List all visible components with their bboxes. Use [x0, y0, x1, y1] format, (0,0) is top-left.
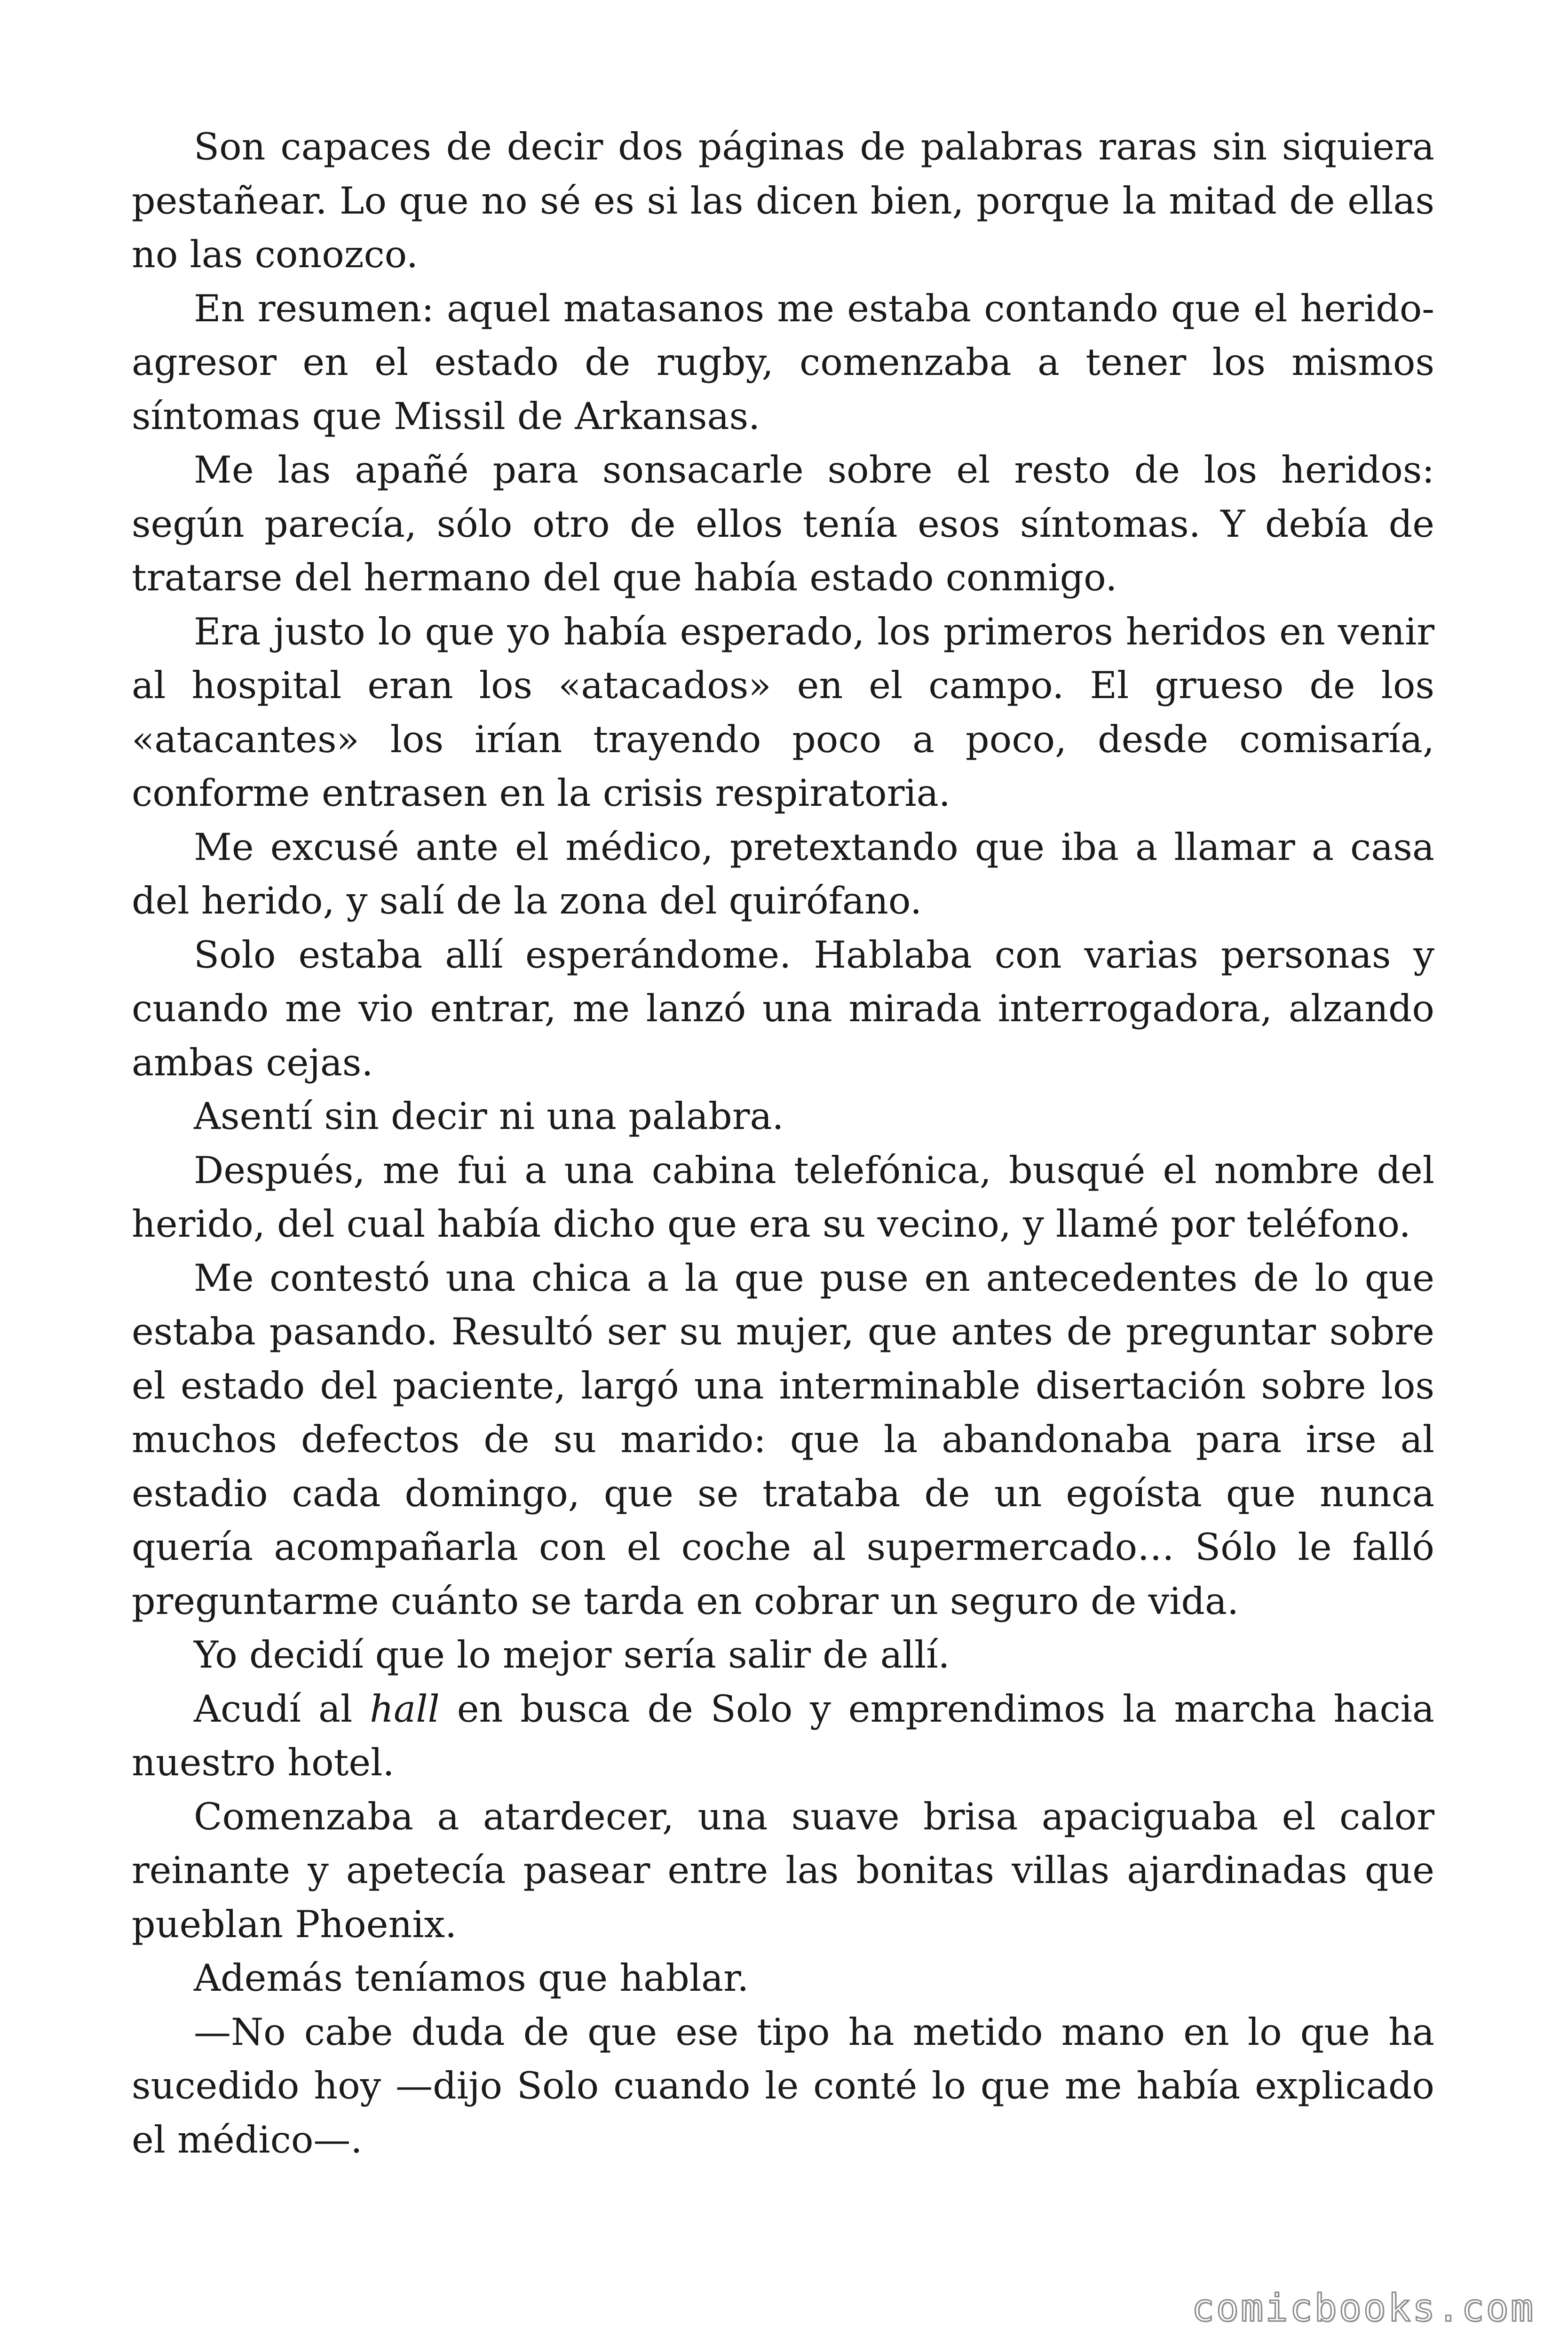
paragraph: Son capaces de decir dos páginas de palabras raras sin siquiera pestañear. Lo que no sé es si las dicen bien, porque la mitad de ellas no las conozco. — [132, 125, 1434, 276]
italic-word: hall — [370, 1687, 440, 1731]
watermark: comicbooks.com — [1191, 2286, 1535, 2330]
paragraph: Me las apañé para sonsacarle sobre el resto de los heridos: según parecía, sólo otro de ellos tenía esos síntomas. Y debía de tratarse del hermano del que había estado conmigo. — [132, 448, 1434, 599]
paragraph: Además teníamos que hablar. — [194, 1956, 749, 2000]
paragraph: Asentí sin decir ni una palabra. — [194, 1095, 784, 1138]
paragraph: Comenzaba a atardecer, una suave brisa apaciguaba el calor reinante y apetecía pasear entre las bonitas villas ajardinadas que pueblan Phoenix. — [132, 1795, 1434, 1946]
paragraph: —No cabe duda de que ese tipo ha metido mano en lo que ha sucedido hoy —dijo Solo cuando le conté lo que me había explicado el médico—. — [132, 2010, 1434, 2161]
paragraph: Después, me fui a una cabina telefónica, busqué el nombre del herido, del cual había dicho que era su vecino, y llamé por teléfono. — [132, 1148, 1434, 1246]
paragraph: Me contestó una chica a la que puse en antecedentes de lo que estaba pasando. Resultó ser su mujer, que antes de preguntar sobre el estado del paciente, largó una interminable disertación sobre los muchos defectos de su marido: que la abandonaba para irse al estadio cada domingo, que se trataba de un egoísta que nunca quería acompañarla con el coche al supermercado… Sólo le falló preguntarme cuánto se tarda en cobrar un seguro de vida. — [132, 1256, 1434, 1623]
paragraph: Me excusé ante el médico, pretextando que iba a llamar a casa del herido, y salí de la zona del quirófano. — [132, 825, 1434, 922]
paragraph: Solo estaba allí esperándome. Hablaba con varias personas y cuando me vio entrar, me lanzó una mirada interrogadora, alzando ambas cejas. — [132, 933, 1434, 1084]
paragraph-text: en busca de Solo y emprendimos la marcha hacia nuestro hotel. — [132, 1687, 1434, 1784]
paragraph: En resumen: aquel matasanos me estaba contando que el herido-agresor en el estado de rugby, comenzaba a tener los mismos síntomas que Missil de Arkansas. — [132, 286, 1434, 438]
paragraph: Era justo lo que yo había esperado, los primeros heridos en venir al hospital eran los «atacados» en el campo. El grueso de los «atacantes» los irían trayendo poco a poco, desde comisaría, conforme entrasen en la crisis respiratoria. — [132, 610, 1434, 815]
body-text — [132, 120, 1434, 2167]
paragraph — [132, 1682, 1434, 1790]
paragraph-text: Acudí al — [194, 1687, 370, 1731]
paragraph: Yo decidí que lo mejor sería salir de allí. — [194, 1633, 950, 1677]
